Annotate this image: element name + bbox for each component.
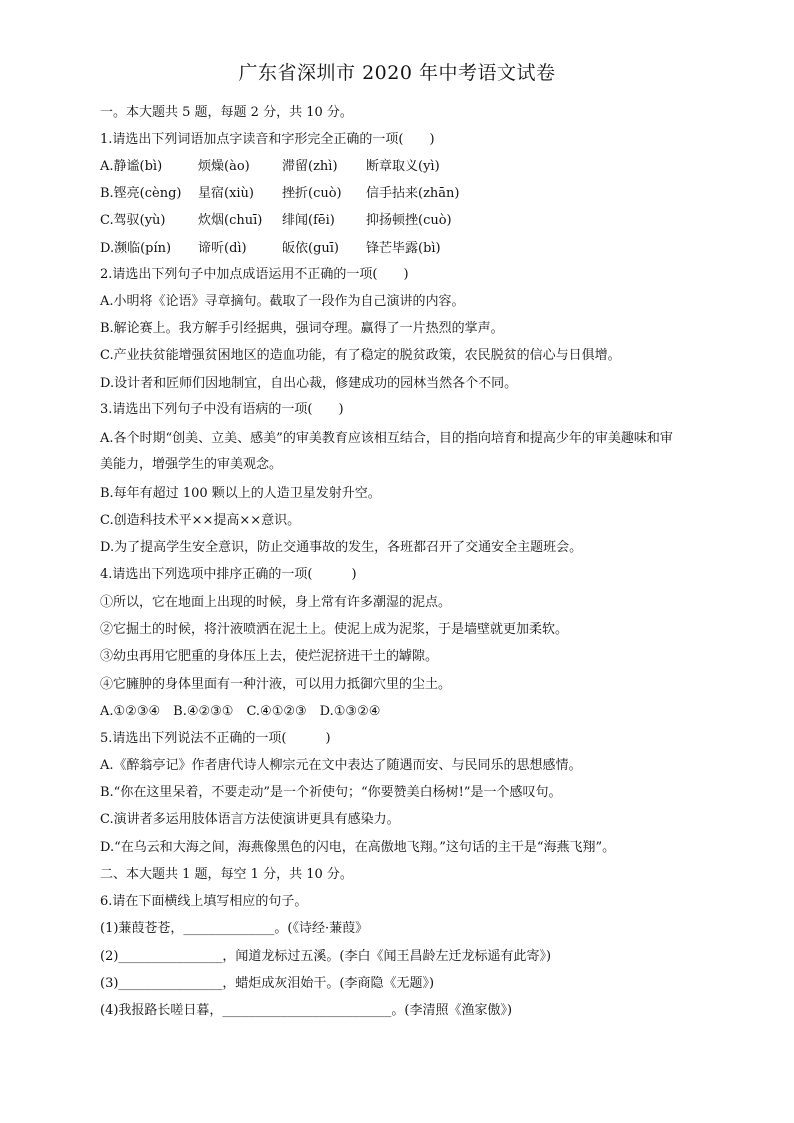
q5-option-a: A.《醉翁亭记》作者唐代诗人柳宗元在文中表达了随遇而安、与民同乐的思想感情。 bbox=[100, 758, 582, 773]
q6-blank-2: (2)________________，闻道龙标过五溪。(李白《闻王昌龄左迁龙标遥有此寄》) bbox=[100, 949, 552, 964]
q1-d-word-4: 锋芒毕露(bì) bbox=[366, 241, 441, 256]
q1-a-word-1: A.静谧(bì) bbox=[100, 159, 163, 174]
q5-stem: 5.请选出下列说法不正确的一项( ) bbox=[100, 731, 331, 746]
page-title: 广东省深圳市 2020 年中考语文试卷 bbox=[238, 62, 556, 84]
q3-stem: 3.请选出下列句子中没有语病的一项( ) bbox=[100, 402, 344, 417]
q1-a-word-2: 烦燥(ào) bbox=[198, 159, 250, 174]
section-2-heading: 二、本大题共 1 题，每空 1 分，共 10 分。 bbox=[100, 867, 353, 882]
q6-stem: 6.请在下面横线上填写相应的句子。 bbox=[100, 894, 308, 909]
q1-c-word-3: 绯闻(fēi) bbox=[282, 213, 335, 228]
q4-sentence-2: ②它掘土的时候，将汁液喷洒在泥土上。使泥上成为泥浆，于是墙壁就更加柔软。 bbox=[100, 622, 569, 637]
q6-blank-3: (3)________________，蜡炬成灰泪始干。(李商隐《无题》) bbox=[100, 976, 435, 991]
q2-option-d: D.设计者和匠师们因地制宜，自出心裁，修建成功的园林当然各个不同。 bbox=[100, 376, 518, 391]
q4-sentence-3: ③幼虫再用它肥重的身体压上去，使烂泥挤进干土的罅隙。 bbox=[100, 649, 439, 664]
q1-d-word-1: D.濒临(pín) bbox=[100, 241, 172, 256]
q3-option-a-line1: A.各个时期“创美、立美、感美”的审美教育应该相互结合，目的指向培育和提高少年的审美趣味和审 bbox=[100, 431, 673, 446]
q3-option-c: C.创造科技术平××提高××意识。 bbox=[100, 513, 301, 528]
q4-stem: 4.请选出下列选项中排序正确的一项( ) bbox=[100, 567, 357, 582]
q4-sentence-1: ①所以，它在地面上出现的时候，身上常有许多潮湿的泥点。 bbox=[100, 595, 452, 610]
q4-sentence-4: ④它臃肿的身体里面有一种汁液，可以用力抵御穴里的尘土。 bbox=[100, 677, 452, 692]
q2-option-a: A.小明将《论语》寻章摘句。截取了一段作为自己演讲的内容。 bbox=[100, 294, 465, 309]
q1-b-word-4: 信手拈来(zhān) bbox=[366, 186, 460, 201]
q2-option-b: B.解论赛上。我方解手引经据典，强词夺理。赢得了一片热烈的掌声。 bbox=[100, 321, 504, 336]
q1-b-word-3: 挫折(cuò) bbox=[282, 186, 342, 201]
q3-option-d: D.为了提高学生安全意识，防止交通事故的发生，各班都召开了交通安全主题班会。 bbox=[100, 540, 583, 555]
q2-stem: 2.请选出下列句子中加点成语运用不正确的一项( ) bbox=[100, 267, 409, 282]
q1-c-word-1: C.驾驭(yù) bbox=[100, 213, 166, 228]
q1-b-word-1: B.铿亮(cèng) bbox=[100, 186, 182, 201]
q5-option-c: C.演讲者多运用肢体语言方法使演讲更具有感染力。 bbox=[100, 812, 400, 827]
q3-option-b: B.每年有超过 100 颗以上的人造卫星发射升空。 bbox=[100, 486, 381, 501]
q1-d-word-2: 谛听(dì) bbox=[198, 241, 247, 256]
q1-d-word-3: 皈依(guī) bbox=[282, 241, 339, 256]
q5-option-b: B.“你在这里呆着，不要走动”是一个祈使句；“你要赞美白杨树!”是一个感叹句。 bbox=[100, 785, 562, 800]
q1-c-word-2: 炊烟(chuī) bbox=[198, 213, 263, 228]
q1-c-word-4: 抑扬顿挫(cuò) bbox=[366, 213, 452, 228]
q1-a-word-3: 滞留(zhì) bbox=[282, 159, 338, 174]
q5-option-d: D.“在乌云和大海之间，海燕像黑色的闪电，在高傲地飞翔。”这句话的主干是“海燕飞翔”。 bbox=[100, 840, 616, 855]
q1-b-word-2: 星宿(xiù) bbox=[198, 186, 255, 201]
section-1-heading: 一。本大题共 5 题，每题 2 分，共 10 分。 bbox=[100, 105, 353, 120]
q3-option-a-line2: 美能力，增强学生的审美观念。 bbox=[100, 457, 283, 472]
q6-blank-1: (1)蒹葭苍苍，______________。(《诗经·蒹葭》 bbox=[100, 921, 369, 936]
q6-blank-4: (4)我报路长嗟日暮，__________________________。(李清照《渔家傲》) bbox=[100, 1003, 513, 1018]
q1-stem: 1.请选出下列词语加点字读音和字形完全正确的一项( ) bbox=[100, 132, 435, 147]
q2-option-c: C.产业扶贫能增强贫困地区的造血功能，有了稳定的脱贫政策，农民脱贫的信心与日俱增。 bbox=[100, 348, 621, 363]
q1-a-word-4: 断章取义(yì) bbox=[366, 159, 440, 174]
q4-options: A.①②③④ B.④②③① C.④①②③ D.①③②④ bbox=[100, 704, 381, 719]
